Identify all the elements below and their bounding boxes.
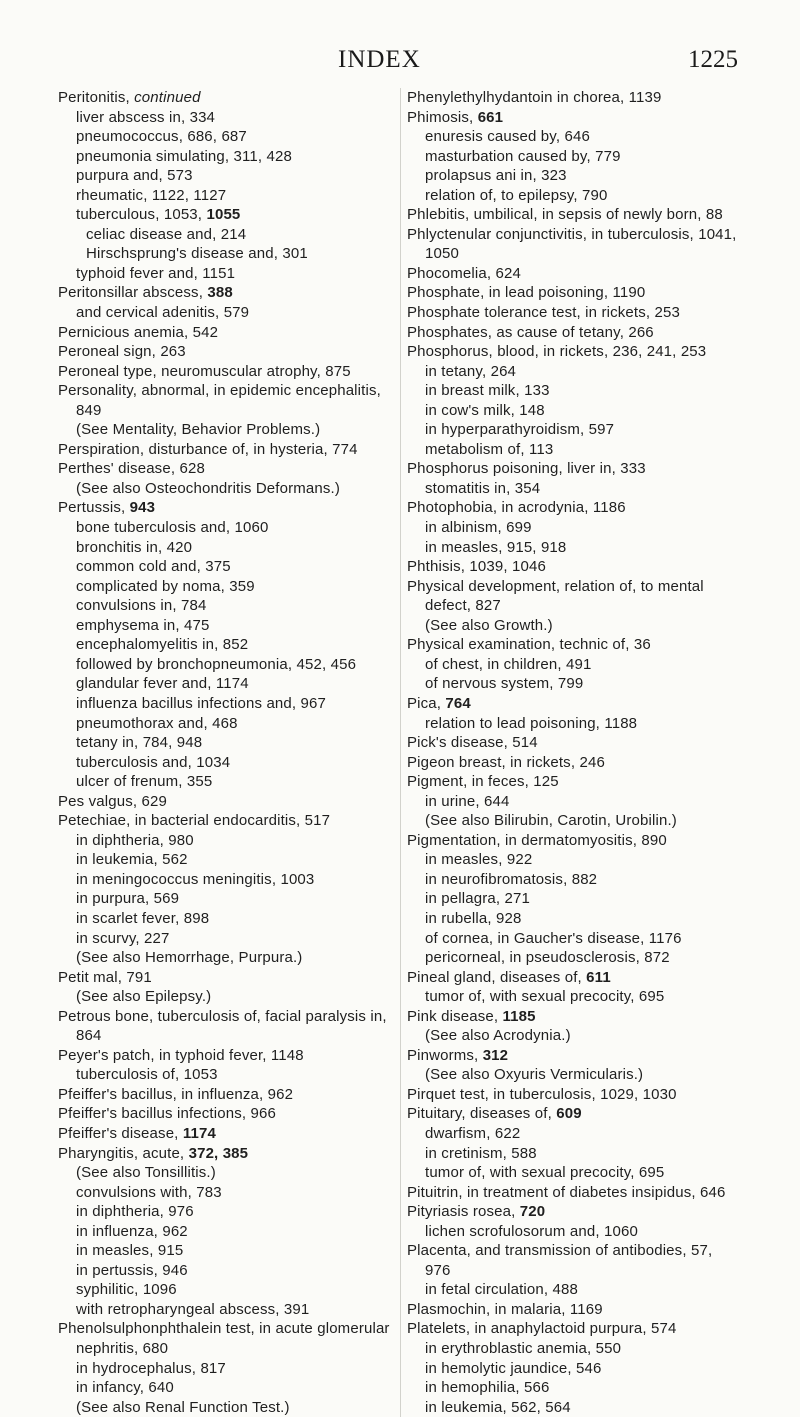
entry-text: in erythroblastic anemia, 550: [425, 1340, 622, 1357]
entry-text: convulsions with, 783: [76, 1183, 222, 1201]
index-subentry: [58, 264, 400, 284]
index-subentry: [58, 635, 400, 655]
entry-text: tuberculous, 1053,: [76, 206, 207, 224]
index-subentry: [58, 1065, 400, 1085]
index-subentry: [407, 518, 765, 538]
entry-text: convulsions in, 784: [76, 597, 207, 615]
index-entry: [407, 1104, 765, 1124]
index-subentry: [58, 948, 400, 968]
entry-text: in leukemia, 562, 564: [425, 1398, 571, 1416]
index-subentry: [407, 792, 765, 812]
entry-text: Pigment, in feces, 125: [407, 773, 559, 791]
index-subentry: [407, 1065, 765, 1085]
entry-text: (See also Epilepsy.): [76, 988, 212, 1006]
index-subentry: [58, 674, 400, 694]
entry-text: Pigeon breast, in rickets, 246: [407, 753, 605, 771]
index-subentry: [407, 1222, 765, 1242]
index-entry: [58, 381, 400, 401]
index-entry: [58, 283, 400, 303]
entry-text: of cornea, in Gaucher's disease, 1176: [425, 929, 682, 947]
entry-text: Phosphorus, blood, in rickets, 236, 241, 253: [407, 343, 707, 361]
page-title: INDEX: [338, 46, 421, 73]
entry-text: Peritonitis,: [58, 89, 135, 106]
entry-text: enuresis caused by, 646: [425, 128, 590, 146]
entry-text: pneumonia simulating, 311, 428: [76, 147, 293, 165]
index-entry: [407, 753, 765, 773]
entry-text: (See also Tonsillitis.): [76, 1164, 216, 1182]
entry-text: influenza bacillus infections and, 967: [76, 694, 327, 712]
index-subentry: [58, 1183, 400, 1203]
index-subentry: [407, 1124, 765, 1144]
entry-text: tumor of, with sexual precocity, 695: [425, 988, 665, 1006]
index-subentry: [407, 186, 765, 206]
index-subentry: [58, 166, 400, 186]
entry-text: rheumatic, 1122, 1127: [76, 186, 227, 204]
entry-text: Phenolsulphonphthalein test, in acute glomerular: [58, 1320, 390, 1338]
entry-text: in pertussis, 946: [76, 1261, 188, 1279]
index-entry: [407, 498, 765, 518]
index-entry: [407, 635, 765, 655]
entry-text: in tetany, 264: [425, 362, 517, 380]
entry-text: in albinism, 699: [425, 519, 532, 537]
entry-text: Hirschsprung's disease and, 301: [86, 245, 308, 263]
entry-text: Phosphates, as cause of tetany, 266: [407, 323, 654, 341]
index-entry: [58, 1085, 400, 1105]
index-subentry: [407, 166, 765, 186]
entry-text: in scarlet fever, 898: [76, 909, 210, 927]
entry-text: tuberculosis and, 1034: [76, 753, 231, 771]
entry-text: lichen scrofulosorum and, 1060: [425, 1222, 638, 1240]
entry-text: Physical examination, technic of, 36: [407, 636, 651, 654]
entry-bold-page: 1055: [206, 206, 241, 224]
entry-text: in neurofibromatosis, 882: [425, 870, 598, 888]
entry-text: glandular fever and, 1174: [76, 675, 249, 693]
index-subentry: [58, 596, 400, 616]
index-subentry: [407, 440, 765, 460]
index-subentry: [407, 674, 765, 694]
entry-text: in pellagra, 271: [425, 890, 530, 908]
entry-text: emphysema in, 475: [76, 616, 210, 634]
index-subentry: [58, 714, 400, 734]
entry-text: in cow's milk, 148: [425, 401, 545, 419]
index-subentry: [58, 225, 400, 245]
entry-bold-page: 312: [482, 1046, 509, 1064]
entry-text: Pick's disease, 514: [407, 734, 538, 752]
entry-text: Pinworms,: [407, 1046, 483, 1064]
entry-text: Peroneal type, neuromuscular atrophy, 875: [58, 362, 351, 380]
entry-text: Petechiae, in bacterial endocarditis, 517: [58, 812, 331, 830]
index-entry: [407, 1202, 765, 1222]
index-entry: [58, 1007, 400, 1027]
entry-bold-page: 611: [586, 968, 611, 986]
entry-text: (See also Bilirubin, Carotin, Urobilin.): [425, 812, 677, 830]
entry-text: Pituitary, diseases of,: [407, 1105, 557, 1123]
entry-text: Phlebitis, umbilical, in sepsis of newly born, 88: [407, 206, 723, 224]
index-subentry: [407, 929, 765, 949]
entry-text: pneumothorax and, 468: [76, 714, 238, 732]
index-entry: [407, 968, 765, 988]
index-entry: [407, 831, 765, 851]
index-subentry: [58, 694, 400, 714]
entry-text: in measles, 915, 918: [425, 538, 567, 556]
index-subentry: [407, 889, 765, 909]
entry-text: (See Mentality, Behavior Problems.): [76, 421, 321, 439]
entry-text: Pes valgus, 629: [58, 792, 167, 810]
index-subentry: [58, 147, 400, 167]
entry-text: in purpura, 569: [76, 890, 180, 908]
index-subentry: [58, 420, 400, 440]
index-entry: [58, 1046, 400, 1066]
entry-text: stomatitis in, 354: [425, 479, 541, 497]
index-subentry: [407, 1378, 765, 1398]
index-subentry: [58, 538, 400, 558]
index-subentry: [58, 205, 400, 225]
entry-text: celiac disease and, 214: [86, 225, 247, 243]
index-entry: [58, 440, 400, 460]
entry-bold-page: 943: [129, 499, 156, 517]
entry-text: Photophobia, in acrodynia, 1186: [407, 499, 626, 517]
index-subentry: [407, 381, 765, 401]
entry-text: Physical development, relation of, to mental: [407, 577, 704, 595]
entry-text: Placenta, and transmission of antibodies, 57,: [407, 1242, 713, 1260]
entry-text: Pertussis,: [58, 499, 130, 517]
entry-text: Pfeiffer's disease,: [58, 1124, 183, 1142]
entry-text: ulcer of frenum, 355: [76, 773, 213, 791]
index-subentry: [58, 1202, 400, 1222]
entry-text: in influenza, 962: [76, 1222, 188, 1240]
index-entry: [407, 772, 765, 792]
entry-text: Personality, abnormal, in epidemic encephalitis,: [58, 382, 381, 400]
index-entry: [407, 1007, 765, 1027]
entry-bold-page: 1174: [182, 1124, 216, 1142]
index-subentry: [58, 733, 400, 753]
index-subentry: [58, 616, 400, 636]
page-header: [0, 46, 800, 76]
entry-text: complicated by noma, 359: [76, 577, 255, 595]
index-entry: [407, 303, 765, 323]
entry-text: in diphtheria, 980: [76, 831, 194, 849]
entry-text: Pink disease,: [407, 1007, 503, 1025]
index-subentry: [407, 714, 765, 734]
entry-text: in scurvy, 227: [76, 929, 170, 947]
index-subentry: [407, 420, 765, 440]
index-subentry: [58, 889, 400, 909]
entry-text: of chest, in children, 491: [425, 655, 592, 673]
index-entry: [407, 459, 765, 479]
index-entry: [407, 205, 765, 225]
index-entry: [58, 498, 400, 518]
entry-text: of nervous system, 799: [425, 675, 584, 693]
entry-text: Phimosis,: [407, 108, 478, 126]
entry-text: Plasmochin, in malaria, 1169: [407, 1300, 603, 1318]
entry-text: tumor of, with sexual precocity, 695: [425, 1164, 665, 1182]
index-subentry: [58, 772, 400, 792]
entry-bold-page: 764: [445, 694, 471, 712]
entry-text: (See also Osteochondritis Deformans.): [76, 479, 340, 497]
entry-text: in hydrocephalus, 817: [76, 1359, 226, 1377]
index-entry: [58, 342, 400, 362]
index-entry: [58, 459, 400, 479]
entry-text: bronchitis in, 420: [76, 538, 193, 556]
index-entry: [407, 283, 765, 303]
index-subentry: [58, 929, 400, 949]
index-column-left: [58, 88, 400, 1417]
entry-text: in urine, 644: [425, 792, 510, 810]
entry-text: (See also Hemorrhage, Purpura.): [76, 949, 303, 967]
entry-text: relation to lead poisoning, 1188: [425, 714, 638, 732]
entry-text: in measles, 915: [76, 1242, 184, 1260]
entry-bold-page: 1185: [502, 1007, 536, 1025]
entry-text: common cold and, 375: [76, 558, 231, 576]
index-subentry: [58, 401, 400, 421]
entry-text: Perthes' disease, 628: [58, 460, 205, 478]
index-subentry: [58, 850, 400, 870]
index-subentry: [58, 127, 400, 147]
index-entry: [407, 1046, 765, 1066]
entry-bold-page: 388: [207, 284, 233, 302]
entry-text: purpura and, 573: [76, 167, 193, 185]
index-subentry: [58, 1398, 400, 1417]
index-entry: [407, 577, 765, 597]
entry-text: in diphtheria, 976: [76, 1203, 194, 1221]
index-subentry: [58, 1261, 400, 1281]
index-entry: [58, 1104, 400, 1124]
entry-text: with retropharyngeal abscess, 391: [76, 1300, 310, 1318]
index-entry: [58, 968, 400, 988]
entry-italic-text: continued: [134, 89, 201, 106]
index-entry: [407, 694, 765, 714]
entry-text: Pica,: [407, 694, 446, 712]
index-subentry: [407, 401, 765, 421]
index-entry: [58, 792, 400, 812]
index-subentry: [58, 1378, 400, 1398]
entry-text: in meningococcus meningitis, 1003: [76, 870, 315, 888]
entry-text: in hyperparathyroidism, 597: [425, 421, 615, 439]
entry-text: prolapsus ani in, 323: [425, 167, 567, 185]
index-entry: [407, 1241, 765, 1261]
entry-text: Peroneal sign, 263: [58, 343, 186, 361]
entry-text: metabolism of, 113: [425, 440, 554, 458]
page-number: 1225: [688, 46, 738, 73]
index-subentry: [58, 479, 400, 499]
entry-text: bone tuberculosis and, 1060: [76, 519, 269, 537]
entry-text: in breast milk, 133: [425, 382, 550, 400]
index-subentry: [58, 1026, 400, 1046]
index-subentry: [407, 1339, 765, 1359]
entry-text: Platelets, in anaphylactoid purpura, 574: [407, 1320, 677, 1338]
entry-bold-page: 720: [519, 1203, 546, 1221]
index-entry: [407, 1183, 765, 1203]
entry-text: relation of, to epilepsy, 790: [425, 186, 608, 204]
entry-text: (See also Oxyuris Vermicularis.): [425, 1066, 644, 1084]
entry-text: Petrous bone, tuberculosis of, facial paralysis in,: [58, 1007, 387, 1025]
index-subentry: [58, 1339, 400, 1359]
entry-text: Pigmentation, in dermatomyositis, 890: [407, 831, 667, 849]
entry-text: 864: [76, 1027, 102, 1045]
index-subentry: [58, 1222, 400, 1242]
index-subentry: [407, 538, 765, 558]
entry-text: followed by bronchopneumonia, 452, 456: [76, 655, 357, 673]
index-subentry: [407, 1026, 765, 1046]
entry-text: Pituitrin, in treatment of diabetes insipidus, 646: [407, 1183, 726, 1201]
index-subentry: [58, 186, 400, 206]
index-subentry: [407, 850, 765, 870]
entry-text: 849: [76, 401, 102, 419]
index-subentry: [407, 1261, 765, 1281]
index-subentry: [58, 831, 400, 851]
entry-text: Phosphorus poisoning, liver in, 333: [407, 460, 646, 478]
index-entry: [407, 557, 765, 577]
entry-bold-page: 372, 385: [188, 1144, 249, 1162]
entry-text: and cervical adenitis, 579: [76, 304, 250, 322]
index-subentry: [407, 127, 765, 147]
entry-text: 1050: [425, 245, 459, 263]
index-subentry: [407, 362, 765, 382]
entry-text: in rubella, 928: [425, 909, 522, 927]
index-subentry: [58, 244, 400, 264]
entry-text: Phenylethylhydantoin in chorea, 1139: [407, 89, 662, 106]
index-subentry: [58, 987, 400, 1007]
entry-text: encephalomyelitis in, 852: [76, 636, 249, 654]
index-subentry: [58, 557, 400, 577]
entry-text: dwarfism, 622: [425, 1124, 521, 1142]
entry-text: Phocomelia, 624: [407, 264, 521, 282]
entry-text: nephritis, 680: [76, 1340, 169, 1357]
index-subentry: [407, 909, 765, 929]
index-entry: [407, 1319, 765, 1339]
index-subentry: [58, 655, 400, 675]
index-subentry: [58, 1300, 400, 1320]
index-entry: [58, 323, 400, 343]
index-subentry: [58, 909, 400, 929]
entry-text: masturbation caused by, 779: [425, 147, 621, 165]
entry-text: 976: [425, 1261, 451, 1279]
entry-text: tuberculosis of, 1053: [76, 1066, 218, 1084]
entry-text: in infancy, 640: [76, 1379, 174, 1397]
index-subentry: [407, 870, 765, 890]
index-subentry: [407, 1359, 765, 1379]
index-subentry: [407, 1398, 765, 1417]
entry-text: Phlyctenular conjunctivitis, in tuberculosis, 1041,: [407, 225, 737, 243]
entry-text: Perspiration, disturbance of, in hysteria, 774: [58, 440, 358, 458]
entry-text: in hemolytic jaundice, 546: [425, 1359, 602, 1377]
index-subentry: [407, 244, 765, 264]
index-subentry: [407, 479, 765, 499]
index-entry: [58, 1124, 400, 1144]
entry-text: typhoid fever and, 1151: [76, 264, 236, 282]
index-subentry: [58, 1280, 400, 1300]
entry-bold-page: 661: [477, 108, 504, 126]
entry-text: Peyer's patch, in typhoid fever, 1148: [58, 1046, 304, 1064]
entry-text: Pityriasis rosea,: [407, 1203, 520, 1221]
entry-text: in fetal circulation, 488: [425, 1281, 579, 1299]
index-subentry: [407, 655, 765, 675]
index-entry: [407, 733, 765, 753]
entry-text: in leukemia, 562: [76, 851, 188, 869]
entry-text: pneumococcus, 686, 687: [76, 128, 247, 146]
index-subentry: [407, 147, 765, 167]
index-entry: [407, 342, 765, 362]
entry-text: Pharyngitis, acute,: [58, 1144, 189, 1162]
index-subentry: [58, 1359, 400, 1379]
index-subentry: [58, 518, 400, 538]
index-subentry: [407, 1163, 765, 1183]
index-subentry: [407, 948, 765, 968]
index-subentry: [407, 616, 765, 636]
entry-text: Peritonsillar abscess,: [58, 284, 208, 302]
entry-text: Pfeiffer's bacillus infections, 966: [58, 1105, 276, 1123]
index-entry: [407, 225, 765, 245]
index-entry: [58, 1319, 400, 1339]
index-column-right: [400, 88, 765, 1417]
index-subentry: [58, 108, 400, 128]
entry-text: Phosphate tolerance test, in rickets, 253: [407, 304, 680, 322]
entry-text: Pineal gland, diseases of,: [407, 968, 587, 986]
entry-text: (See also Growth.): [425, 616, 553, 634]
index-subentry: [58, 753, 400, 773]
entry-text: Pirquet test, in tuberculosis, 1029, 1030: [407, 1085, 677, 1103]
entry-text: (See also Renal Function Test.): [76, 1398, 290, 1416]
index-entry: [407, 88, 765, 108]
index-subentry: [407, 987, 765, 1007]
index-entry: [407, 1085, 765, 1105]
index-entry: [407, 1300, 765, 1320]
entry-text: Phosphate, in lead poisoning, 1190: [407, 284, 646, 302]
index-subentry: [407, 811, 765, 831]
index-entry: [58, 362, 400, 382]
index-subentry: [58, 870, 400, 890]
index-subentry: [407, 596, 765, 616]
entry-text: in measles, 922: [425, 851, 533, 869]
index-entry: [407, 264, 765, 284]
entry-text: in hemophilia, 566: [425, 1379, 550, 1397]
index-subentry: [58, 1163, 400, 1183]
entry-text: defect, 827: [425, 597, 501, 615]
entry-text: syphilitic, 1096: [76, 1281, 177, 1299]
entry-text: tetany in, 784, 948: [76, 734, 203, 752]
entry-text: Petit mal, 791: [58, 968, 152, 986]
entry-text: liver abscess in, 334: [76, 108, 216, 126]
entry-text: in cretinism, 588: [425, 1144, 537, 1162]
index-subentry: [407, 1144, 765, 1164]
index-entry: [407, 323, 765, 343]
entry-text: Phthisis, 1039, 1046: [407, 558, 546, 576]
entry-text: (See also Acrodynia.): [425, 1027, 571, 1045]
index-entry: [58, 811, 400, 831]
index-entry: [407, 108, 765, 128]
entry-bold-page: 609: [556, 1105, 582, 1123]
entry-text: Pfeiffer's bacillus, in influenza, 962: [58, 1085, 294, 1103]
index-subentry: [58, 1241, 400, 1261]
index-entry: [58, 1144, 400, 1164]
entry-text: Pernicious anemia, 542: [58, 323, 219, 341]
entry-text: pericorneal, in pseudosclerosis, 872: [425, 949, 670, 967]
index-entry: [58, 88, 400, 108]
index-subentry: [407, 1280, 765, 1300]
index-subentry: [58, 577, 400, 597]
index-subentry: [58, 303, 400, 323]
